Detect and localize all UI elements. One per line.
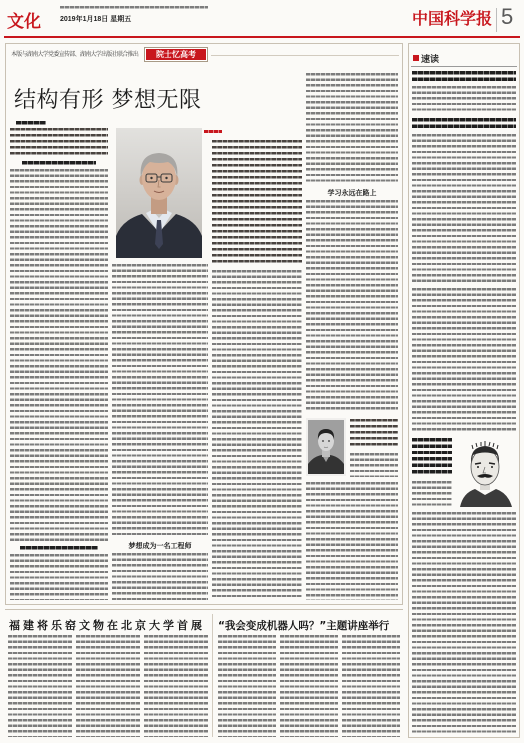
sidebar-item-3-body-a bbox=[412, 481, 452, 507]
luxun-portrait bbox=[455, 437, 516, 507]
byline bbox=[16, 121, 46, 125]
article-title-jiangle-kiln: 福建将乐窑文物在北京大学首展 bbox=[9, 619, 205, 632]
col1-body-b bbox=[10, 554, 108, 600]
archive-photo bbox=[306, 418, 346, 476]
jiangle-article-col-3 bbox=[144, 635, 208, 737]
col2-body-b bbox=[112, 553, 208, 600]
page-number-divider bbox=[496, 8, 497, 32]
jiangle-article-col-2 bbox=[76, 635, 140, 737]
robot-article-col-1 bbox=[218, 635, 276, 737]
col2-body-a bbox=[112, 264, 208, 537]
academician-portrait-photo bbox=[116, 128, 202, 258]
col1-body-a bbox=[10, 169, 108, 541]
bottom-rule bbox=[5, 609, 403, 610]
square-bullet-icon bbox=[413, 55, 419, 61]
col4-body-d bbox=[306, 482, 398, 600]
feature-title: 结构有形 梦想无限 bbox=[14, 88, 202, 113]
archive-photo-caption bbox=[350, 419, 398, 449]
section-title: 文化 bbox=[7, 12, 41, 32]
jiangle-article-col-1 bbox=[8, 635, 72, 737]
sidebar-heading: 速读 bbox=[421, 55, 440, 65]
editor-credits-line bbox=[60, 6, 208, 9]
sidebar-item-2-body-a bbox=[412, 134, 516, 284]
bottom-divider bbox=[212, 614, 213, 737]
robot-article-col-3 bbox=[342, 635, 400, 737]
column-tag: 院士忆高考 bbox=[146, 49, 206, 60]
sidebar-rule bbox=[411, 66, 517, 67]
sidebar-item-1-body bbox=[412, 86, 516, 114]
col4-body-a bbox=[306, 73, 398, 185]
column-tag-rule bbox=[211, 55, 399, 56]
col1-subhead-a bbox=[22, 161, 96, 165]
col1-intro bbox=[10, 128, 108, 158]
issue-date: 2019年1月18日 星期五 bbox=[60, 16, 132, 23]
article-title-robot-lecture: “我会变成机器人吗？”主题讲座举行 bbox=[218, 620, 390, 632]
robot-article-col-2 bbox=[280, 635, 338, 737]
partner-note: 本版与湖南大学党委宣传部、湖南大学出版社联合推出 bbox=[11, 51, 139, 58]
subhead-lifelong-learning: 学习永远在路上 bbox=[327, 189, 377, 197]
sidebar-item-1-headline bbox=[412, 71, 516, 83]
col3-body bbox=[212, 270, 302, 600]
header-rule bbox=[4, 36, 520, 38]
subhead-engineer-dream: 梦想成为一名工程师 bbox=[128, 542, 192, 550]
col4-body-b bbox=[306, 200, 398, 412]
masthead-logo: 中国科学报 bbox=[412, 9, 493, 28]
sidebar-item-3-headline bbox=[412, 438, 452, 476]
portrait-name-label bbox=[204, 130, 222, 134]
sidebar-item-3-body-b bbox=[412, 512, 516, 734]
col1-subhead-b bbox=[20, 546, 98, 550]
sidebar-item-2-body-b bbox=[412, 288, 516, 432]
col4-body-c bbox=[350, 453, 398, 477]
page-number: 5 bbox=[501, 4, 514, 29]
sidebar-item-2-headline bbox=[412, 118, 516, 130]
author-bio bbox=[212, 140, 302, 264]
